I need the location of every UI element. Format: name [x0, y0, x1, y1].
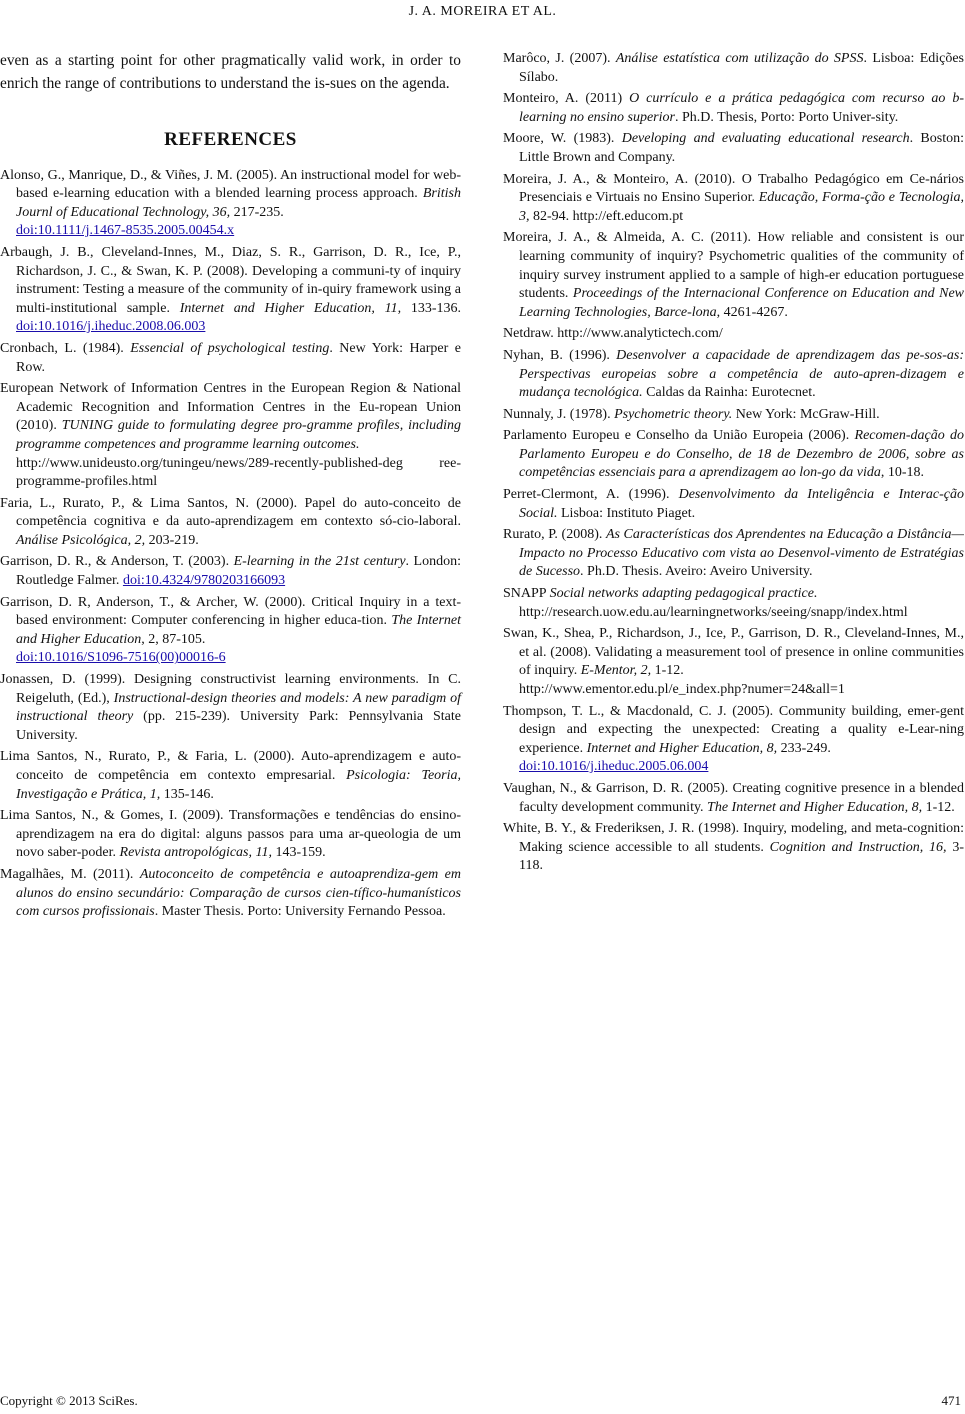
reference-entry — [503, 427, 964, 483]
reference-text: 233-249. — [777, 740, 831, 756]
reference-text: Cronbach, L. (1984). — [0, 340, 131, 356]
reference-text: Nyhan, B. (1996). — [503, 347, 617, 363]
reference-source: E-Mentor, 2, — [580, 663, 652, 679]
reference-text: New York: McGraw-Hill. — [732, 406, 880, 422]
reference-entry — [503, 347, 964, 403]
reference-text: 1-12. — [651, 663, 684, 679]
doi-link[interactable]: doi:10.1016/j.iheduc.2005.06.004 — [519, 759, 709, 775]
reference-text: 133-136. — [401, 300, 461, 316]
references-list-right — [503, 50, 964, 876]
reference-text: Jonassen, D. (1999). Designing constructivist learning environments. In C. Reigeluth, (Ed.), — [0, 672, 461, 706]
reference-entry — [503, 703, 964, 777]
copyright-footer: Copyright © 2013 SciRes. — [0, 1393, 138, 1408]
reference-source: British Journl of Educational Technology, 36, — [16, 186, 461, 220]
reference-text: Rurato, P. (2008). — [503, 527, 606, 543]
reference-entry — [503, 229, 964, 322]
reference-text: 3-118. — [519, 839, 965, 874]
reference-text: , 2, 87-105. — [141, 631, 206, 647]
reference-text: . New York: Harper e Row. — [16, 340, 461, 375]
reference-text: Thompson, T. L., & Macdonald, C. J. (2005). Community building, emer-gent design and expecting the unexpected: Creating a quality e-Lear-ning experience. — [503, 703, 964, 756]
running-head: J. A. MOREIRA ET AL. — [408, 4, 557, 19]
reference-text: Lima Santos, N., & Gomes, I. (2009). Transformações e tendências do ensino-aprendizagem na era do digital: alguns passos para uma ar-queologia de um novo saber-poder. — [0, 808, 461, 861]
reference-entry — [0, 495, 461, 551]
reference-source: E-learning in the 21st century — [233, 554, 406, 570]
reference-text: SNAPP — [503, 586, 550, 602]
reference-text: , 4261-4267. — [716, 304, 788, 320]
reference-source: Desenvolvimento da Inteligência e Interac-ção Social. — [519, 487, 964, 521]
reference-text: Vaughan, N., & Garrison, D. R. (2005). Creating cognitive presence in a blended faculty development community. — [503, 780, 964, 815]
reference-text: Swan, K., Shea, P., Richardson, J., Ice, P., Garrison, D. R., Cleveland-Innes, M., et al. (2008). Validating a measurement tool of presence in online communities of inquiry. — [503, 626, 964, 679]
reference-entry — [0, 553, 461, 590]
reference-source: Essencial of psychological testing — [130, 340, 330, 356]
reference-entry — [503, 406, 964, 425]
reference-text: Magalhães, M. (2011). — [0, 866, 140, 882]
reference-text: Parlamento Europeu e Conselho da União Europeia (2006). — [503, 428, 855, 444]
doi-link[interactable]: doi:10.1016/S1096-7516(00)00016-6 — [16, 650, 226, 666]
references-list-left — [0, 167, 461, 922]
reference-text: . Master Thesis. Porto: University Fernando Pessoa. — [154, 904, 446, 920]
reference-url: http://www.unideusto.org/tuningeu/news/289-recently-published-deg ree-programme-profiles.html — [16, 455, 461, 490]
reference-source: Recomen-dação do Parlamento Europeu e do Conselho, de 18 de Dezembro de 2006, sobre as competências essenciais para a aprendizagem ao lon-go da vida — [519, 428, 964, 481]
reference-source: Análise estatística com utilização do SPSS — [615, 51, 864, 66]
reference-text: Garrison, D. R., & Anderson, T. (2003). — [0, 554, 234, 570]
reference-entry — [0, 380, 461, 492]
reference-entry — [503, 90, 964, 127]
reference-entry — [503, 625, 964, 699]
reference-text: Marôco, J. (2007). — [503, 51, 616, 66]
reference-text: . Ph.D. Thesis, Porto: Porto Univer-sity. — [674, 109, 899, 125]
reference-text: (pp. 215-239). University Park: Pennsylvania State University. — [16, 709, 462, 743]
reference-source: Instructional-design theories and models: A new paradigm of instructional theory — [16, 690, 461, 725]
reference-entry — [0, 594, 461, 668]
page-number: 471 — [941, 1393, 961, 1408]
intro-paragraph: even as a starting point for other pragmatically valid work, in order to enrich the range of contributions to understand the is-sues on the agenda. — [0, 52, 461, 92]
reference-text: Monteiro, A. (2011) — [503, 91, 630, 107]
reference-source: Internet and Higher Education, 8, — [586, 740, 778, 756]
reference-text: 143-159. — [271, 845, 326, 861]
reference-text: . Boston: Little Brown and Company. — [519, 131, 964, 165]
reference-text: . London: Routledge Falmer. — [16, 554, 461, 589]
reference-text: , 10-18. — [880, 465, 925, 481]
reference-text: European Network of Information Centres in the European Region & National Academic Recognition and Information Centres in the Eu-ropean Union (2010). — [0, 381, 461, 434]
reference-source: Desenvolver a capacidade de aprendizagem das pe-sos-as: Perspectivas europeias sobre a competência de auto-apren-dizagem e mudança tecnológica. — [519, 347, 964, 401]
reference-source: Psychometric theory. — [614, 406, 733, 422]
reference-entry — [0, 244, 461, 337]
reference-source: The Internet and Higher Education — [16, 613, 462, 647]
reference-entry — [0, 807, 461, 863]
doi-link[interactable]: doi:10.1016/j.iheduc.2008.06.003 — [16, 319, 206, 335]
reference-source: O currículo e a prática pedagógica com recurso ao b-learning no ensino superior — [519, 91, 964, 125]
reference-entry — [503, 130, 964, 167]
reference-entry — [503, 50, 964, 87]
reference-source: As Características dos Aprendentes na Educação a Distância—Impacto no Processo Educativo com vista ao Desenvol-vimento de Estratégias de Sucesso — [519, 527, 964, 580]
doi-line — [16, 649, 461, 668]
reference-entry — [503, 780, 964, 817]
reference-source: Educação, Forma-ção e Tecnologia, 3, — [519, 190, 964, 224]
reference-source: TUNING guide to formulating degree pro-gramme profiles, including programme competences and programme learning outcomes. — [16, 418, 461, 452]
reference-entry — [503, 585, 964, 622]
reference-text: 82-94. http://eft.educom.pt — [529, 208, 684, 224]
reference-entry — [0, 748, 461, 804]
doi-line — [519, 758, 964, 777]
reference-source: Developing and evaluating educational research — [621, 131, 910, 147]
reference-source: Análise Psicológica, 2, — [16, 532, 146, 548]
reference-text: Nunnaly, J. (1978). — [503, 406, 615, 422]
reference-text: Garrison, D. R, Anderson, T., & Archer, W. (2000). Critical Inquiry in a text-based environment: Computer conferencing in higher educa-tion. — [0, 594, 461, 629]
reference-source: Revista antropológicas, 11, — [119, 845, 272, 861]
reference-url: http://www.ementor.edu.pl/e_index.php?numer=24&all=1 — [519, 682, 845, 697]
reference-text: Alonso, G., Manrique, D., & Viñes, J. M. (2005). An instructional model for web-based e-learning education with a blended learning process approach. — [0, 167, 461, 202]
reference-text: Netdraw. http://www.analytictech.com/ — [503, 326, 723, 342]
reference-text: White, B. Y., & Frederiksen, J. R. (1998). Inquiry, modeling, and meta-cognition: Making science accessible to all students. — [503, 821, 964, 855]
doi-link[interactable]: doi:10.4324/9780203166093 — [122, 573, 286, 589]
reference-text: Moreira, J. A., & Monteiro, A. (2010). O Trabalho Pedagógico em Ce-nários Presenciais e Virtuais no Ensino Superior. — [503, 171, 964, 206]
reference-source: Internet and Higher Education, 11, — [179, 300, 402, 316]
reference-source: Social networks adapting pedagogical practice. — [549, 586, 818, 602]
doi-line — [16, 222, 461, 241]
reference-text: Lima Santos, N., Rurato, P., & Faria, L. (2000). Auto-aprendizagem e auto-conceito de competência em contexto empresarial. — [0, 749, 461, 783]
reference-text: . Lisboa: Edições Sílabo. — [519, 51, 965, 85]
reference-entry — [503, 820, 964, 876]
reference-source: The Internet and Higher Education, 8, — [707, 799, 923, 815]
reference-entry — [0, 340, 461, 377]
reference-text: Faria, L., Rurato, P., & Lima Santos, N. (2000). Papel do auto-conceito de competência cognitiva e da auto-aprendizagem em contexto só-cio-laboral. — [0, 495, 461, 530]
reference-text: Perret-Clermont, A. (1996). — [503, 487, 679, 503]
reference-source: Psicologia: Teoria, Investigação e Prática, 1, — [16, 768, 461, 802]
reference-text: 1-12. — [922, 799, 955, 815]
reference-source: Proceedings of the Internacional Conference on Education and New Learning Technologies, Barce-lona — [519, 286, 964, 320]
reference-entry — [0, 866, 461, 922]
doi-link[interactable]: doi:10.1111/j.1467-8535.2005.00454.x — [16, 223, 235, 239]
reference-entry — [0, 671, 461, 745]
reference-text: 135-146. — [160, 786, 214, 802]
reference-source: Cognition and Instruction, 16, — [769, 839, 947, 855]
reference-text: 203-219. — [145, 532, 199, 548]
reference-entry — [503, 486, 964, 523]
reference-entry — [503, 171, 964, 227]
left-column — [0, 50, 461, 925]
reference-text: Moore, W. (1983). — [503, 131, 622, 147]
reference-text: Moreira, J. A., & Almeida, A. C. (2011). How reliable and consistent is our learning community of inquiry? Psychometric qualities of the community of inquiry survey instrument applied to a sample of high-er education portuguese students. — [503, 230, 964, 302]
reference-text: Lisboa: Instituto Piaget. — [557, 505, 696, 521]
reference-text: Arbaugh, J. B., Cleveland-Innes, M., Diaz, S. R., Garrison, D. R., Ice, P., Richardson, J. C., & Swan, K. P. (2008). Developing a communi-ty of inquiry instrument: Testing a measure of the community of in-quiry framework using a multi-institutional sample. — [0, 244, 461, 316]
reference-text: 217-235. — [230, 204, 284, 220]
reference-entry — [503, 325, 964, 344]
references-heading: REFERENCES — [164, 129, 297, 150]
right-column — [503, 50, 964, 879]
reference-text: . Ph.D. Thesis. Aveiro: Aveiro University. — [580, 564, 813, 580]
reference-url: http://research.uow.edu.au/learningnetworks/seeing/snapp/index.html — [519, 604, 908, 620]
reference-text: Caldas da Rainha: Eurotecnet. — [642, 385, 816, 401]
reference-entry — [0, 167, 461, 241]
reference-source: Autoconceito de competência e autoaprendiza-gem em alunos do ensino secundário: Comparação de cursos cien-tífico-humanísticos com cursos profissionais — [16, 866, 461, 920]
reference-entry — [503, 526, 964, 582]
